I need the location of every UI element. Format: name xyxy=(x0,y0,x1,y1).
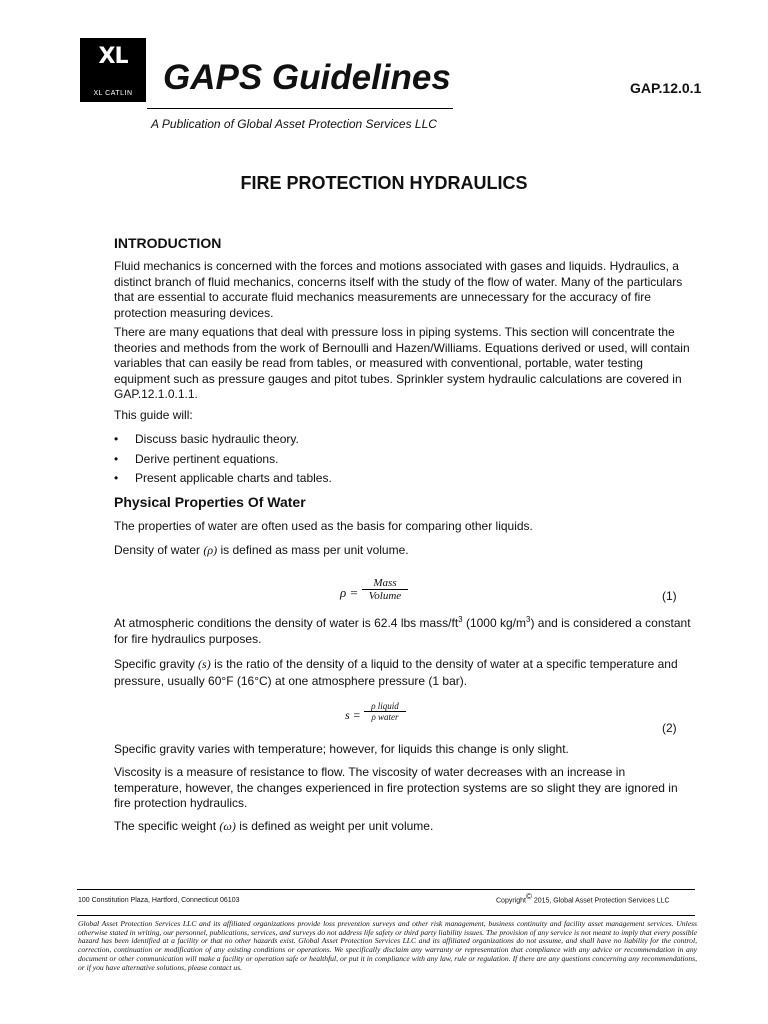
intro-p2-text: There are many equations that deal with pressure loss in piping systems. This section will concentrate the theories and methods from the work of Bernoulli and Hazen/Williams. Equations derived or used, will contain variables that can easily be read from tables, or measured with conventional, portable, water testing equipment such as pressure gauges and pitot tubes. Sprinkler system hydraulic calculations are covered in GAP.12.1.0.1.1. xyxy=(114,325,690,401)
specific-gravity-paragraph xyxy=(114,656,694,690)
density-symbol: (ρ) xyxy=(203,543,218,557)
footer-divider-2 xyxy=(77,915,695,916)
sw-text-a: The specific weight xyxy=(114,819,217,833)
physical-paragraph-1: The properties of water are often used as the basis for comparing other liquids. xyxy=(114,519,533,533)
list-item-text: Present applicable charts and tables. xyxy=(135,471,332,485)
list-item-text: Discuss basic hydraulic theory. xyxy=(135,432,299,446)
bullet-icon: • xyxy=(114,471,119,485)
intro-heading: INTRODUCTION xyxy=(114,235,222,251)
eq1-denominator: Volume xyxy=(368,590,402,602)
intro-paragraph-1 xyxy=(114,259,694,321)
sg-symbol: (s) xyxy=(198,657,211,671)
list-item-text: Derive pertinent equations. xyxy=(135,452,279,466)
footer-copyright xyxy=(496,892,670,905)
eq2-fraction xyxy=(364,701,406,722)
bullet-icon: • xyxy=(114,452,119,466)
footer-divider xyxy=(77,889,695,890)
specific-weight-paragraph xyxy=(114,819,694,835)
atm-sup-1: 3 xyxy=(458,615,463,624)
document-code: GAP.12.0.1 xyxy=(630,80,702,96)
intro-paragraph-3: This guide will: xyxy=(114,408,193,422)
density-text-a: Density of water xyxy=(114,543,201,557)
eq1-lhs: ρ = xyxy=(340,585,359,600)
xl-catlin-logo xyxy=(80,38,146,102)
density-text-b: is defined as mass per unit volume. xyxy=(220,543,409,557)
intro-p1-text: Fluid mechanics is concerned with the forces and motions associated with gases and liquids. Hydraulics, a distinct branch of fluid mechanics, concerns itself with the study of the flow of water. Many of the particulars that are essential to accurate fluid mechanics measurements are unnecessary for the accuracy of fire protection measuring devices. xyxy=(114,259,683,320)
atm-sup-2: 3 xyxy=(526,615,531,624)
viscosity-paragraph: Viscosity is a measure of resistance to flow. The viscosity of water decreases with an increase in temperature, however, the changes experienced in fire protection systems are so slight they are ignored in fire protection hydraulics. xyxy=(114,765,678,810)
page-title: FIRE PROTECTION HYDRAULICS xyxy=(240,173,528,193)
atm-text-a: At atmospheric conditions the density of water is 62.4 lbs mass/ft xyxy=(114,616,459,630)
atm-text-c: ) and is considered a constant for fire hydraulics purposes. xyxy=(114,616,691,646)
sw-symbol: (ω) xyxy=(219,819,236,833)
eq2-denominator: ρ water xyxy=(371,712,399,722)
copyright-text-b: 2015, Global Asset Protection Services LLC xyxy=(531,897,670,905)
sg-temperature-paragraph: Specific gravity varies with temperature; however, for liquids this change is only slight. xyxy=(114,742,569,756)
eq2-numerator: ρ liquid xyxy=(371,701,399,711)
intro-paragraph-2 xyxy=(114,325,694,403)
physical-heading: Physical Properties Of Water xyxy=(114,494,306,510)
eq2-lhs: s = xyxy=(345,708,361,722)
copyright-text-a: Copyright xyxy=(496,897,526,905)
sw-text-b: is defined as weight per unit volume. xyxy=(239,819,434,833)
density-paragraph xyxy=(114,543,694,559)
header-divider xyxy=(147,108,453,109)
eq2-number: (2) xyxy=(662,721,677,735)
logo-mark: XL xyxy=(98,44,128,69)
eq1-number: (1) xyxy=(662,589,677,603)
brand-title: GAPS Guidelines xyxy=(163,58,451,97)
atm-text-b: (1000 kg/m xyxy=(462,616,526,630)
eq1-numerator: Mass xyxy=(373,577,397,589)
atmospheric-paragraph xyxy=(114,616,694,647)
publication-subtitle: A Publication of Global Asset Protection Services LLC xyxy=(151,117,437,131)
logo-text: XL CATLIN xyxy=(93,90,133,97)
eq1-fraction xyxy=(362,577,408,602)
bullet-icon: • xyxy=(114,432,119,446)
sg-text-a: Specific gravity xyxy=(114,657,195,671)
footer-disclaimer: Global Asset Protection Services LLC and its affiliated organizations provide loss prevention surveys and other risk management, business continuity and facility asset management services. Unless otherwise stated in writing, our personnel, publications, services, and surveys do not address life safety or third party liability issues. The provision of any service is not meant to imply that every possible hazard has been identified at a facility or that no other hazards exist. Global Asset Protection Services LLC and its affiliated organizations do not assume, and shall have no liability for the control, correction, continuation or modification of any existing conditions or operations. We specifically disclaim any warranty or representation that compliance with any advice or recommendation in any document or other communication will make a facility or operation safe or healthful, or put it in compliance with any law, rule or regulation. If there are any questions concerning any recommendations, or if you have alternative solutions, please contact us. xyxy=(78,919,697,972)
sg-text-b: is the ratio of the density of a liquid to the density of water at a specific temperature and pressure, usually 60°F (16°C) at one atmosphere pressure (1 bar). xyxy=(114,657,678,688)
footer-address: 100 Constitution Plaza, Hartford, Connecticut 06103 xyxy=(78,897,240,904)
copyright-symbol: © xyxy=(525,892,532,901)
